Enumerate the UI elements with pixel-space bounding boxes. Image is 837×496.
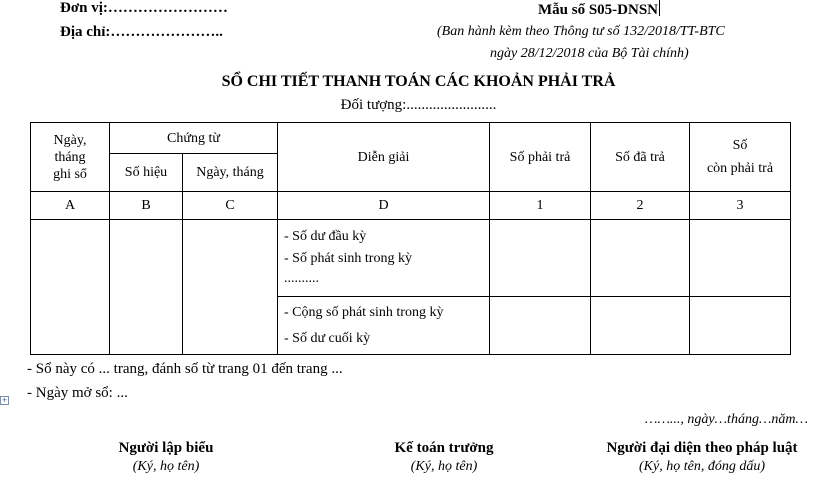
header-con-line2: còn phải trả (706, 161, 774, 176)
row-so-du-dau-ky: - Số dư đầu kỳ (284, 229, 367, 244)
header-dien-giai: Diễn giải (278, 123, 490, 192)
code-d: D (278, 192, 490, 220)
don-vi-label: Đơn vị:…………………… (60, 0, 228, 16)
cell-con-phai-tra-1 (690, 220, 791, 297)
header-ngay-thang: Ngày, tháng (183, 154, 278, 192)
issued-note: (Ban hành kèm theo Thông tư số 132/2018/TT-BTC (437, 24, 725, 39)
header-chung-tu: Chứng từ (110, 123, 278, 154)
cell-so-hieu (110, 220, 183, 355)
sig-lap-bieu-title: Người lập biểu (118, 440, 214, 456)
note-so-trang: - Sổ này có ... trang, đánh số từ trang 01 đến trang ... (27, 361, 343, 377)
sig-ke-toan-title: Kế toán trưởng (394, 440, 494, 456)
dien-giai-block-2 (278, 297, 490, 355)
issued-date-note: ngày 28/12/2018 của Bộ Tài chính) (490, 46, 689, 61)
dia-chi-label: Địa chỉ:………………….. (60, 24, 223, 40)
header-so-hieu: Số hiệu (110, 154, 183, 192)
row-so-du-cuoi-ky: - Số dư cuối kỳ (284, 330, 371, 346)
doi-tuong-line: Đối tượng:........................ (340, 97, 497, 113)
header-con-phai-tra (690, 123, 791, 192)
cell-ngay (31, 220, 110, 355)
form-number (538, 0, 660, 19)
page-title: SỔ CHI TIẾT THANH TOÁN CÁC KHOẢN PHẢI TRẢ (221, 73, 616, 90)
row-ellipsis: .......... (284, 271, 319, 286)
text-cursor (659, 0, 660, 16)
header-con-line1: Số (732, 138, 748, 153)
cell-con-phai-tra-2 (690, 297, 791, 355)
header-so-phai-tra: Số phải trả (490, 123, 591, 192)
table-move-handle-icon[interactable]: + (1, 396, 8, 404)
code-c: C (183, 192, 278, 220)
code-a: A (31, 192, 110, 220)
sig-dai-dien-note: (Ký, họ tên, đóng dấu) (639, 459, 765, 474)
header-so-da-tra: Số đã trả (591, 123, 690, 192)
row-cong-so-phat-sinh: - Cộng số phát sinh trong kỳ (284, 304, 444, 320)
sig-lap-bieu-note: (Ký, họ tên) (132, 459, 200, 474)
code-3: 3 (690, 192, 791, 220)
date-line: ……..., ngày…tháng…năm… (645, 412, 808, 427)
header-ngay-line1: Ngày, (53, 132, 87, 148)
row-so-phat-sinh: - Số phát sinh trong kỳ (284, 251, 412, 266)
ledger-table (30, 122, 791, 355)
header-ngay-line2: tháng (54, 149, 86, 165)
cell-ngay-thang (183, 220, 278, 355)
cell-da-tra-1 (591, 220, 690, 297)
sig-ke-toan-note: (Ký, họ tên) (410, 459, 478, 474)
code-2: 2 (591, 192, 690, 220)
note-ngay-mo-so: - Ngày mở sổ: ... (27, 385, 128, 401)
sig-dai-dien-title: Người đại diện theo pháp luật (606, 440, 798, 456)
code-b: B (110, 192, 183, 220)
dien-giai-block-1 (278, 220, 490, 297)
cell-phai-tra-2 (490, 297, 591, 355)
code-1: 1 (490, 192, 591, 220)
cell-phai-tra-1 (490, 220, 591, 297)
header-ngay-ghi-so (31, 123, 110, 192)
form-number-text: Mẫu số S05-DNSN (538, 2, 659, 18)
header-ngay-line3: ghi sổ (53, 166, 87, 182)
cell-da-tra-2 (591, 297, 690, 355)
